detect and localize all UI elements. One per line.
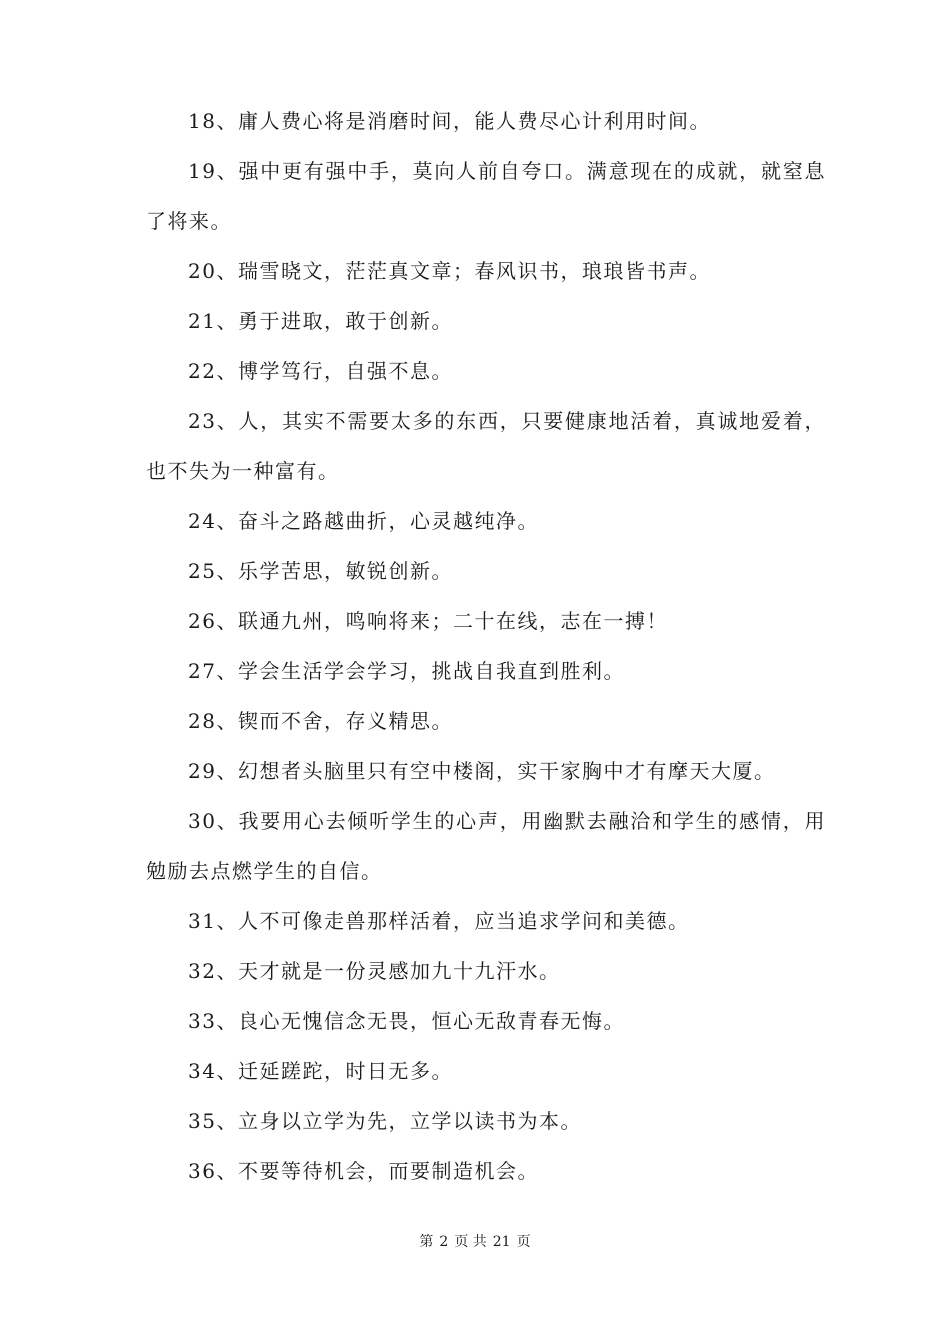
footer-total-pages: 21: [492, 1234, 511, 1250]
paragraph-35: 35、立身以立学为先，立学以读书为本。: [188, 1109, 582, 1133]
paragraph-36: 36、不要等待机会，而要制造机会。: [188, 1159, 539, 1183]
text-body: [146, 96, 826, 1196]
paragraph-20: 20、瑞雪晓文，茫茫真文章；春风识书，琅琅皆书声。: [188, 259, 711, 283]
paragraph-33: 33、良心无愧信念无畏，恒心无敌青春无悔。: [188, 1009, 625, 1033]
paragraph-21: 21、勇于进取，敢于创新。: [188, 309, 453, 333]
paragraph-32: 32、天才就是一份灵感加九十九汗水。: [188, 959, 561, 983]
page-footer: [0, 1232, 950, 1252]
footer-prefix: 第: [419, 1234, 434, 1250]
footer-page-number: 2: [439, 1234, 449, 1250]
paragraph-30: 30、我要用心去倾听学生的心声，用幽默去融洽和学生的感情，用勉励去点燃学生的自信。: [146, 809, 826, 883]
paragraph-22: 22、博学笃行，自强不息。: [188, 359, 453, 383]
paragraph-31: 31、人不可像走兽那样活着，应当追求学问和美德。: [188, 909, 690, 933]
paragraph-28: 28、锲而不舍，存义精思。: [188, 709, 453, 733]
paragraph-29: 29、幻想者头脑里只有空中楼阁，实干家胸中才有摩天大厦。: [188, 759, 776, 783]
paragraph-26: 26、联通九州，鸣响将来；二十在线，志在一搏！: [188, 609, 668, 633]
paragraph-18: 18、庸人费心将是消磨时间，能人费尽心计利用时间。: [188, 109, 711, 133]
paragraph-23: 23、人，其实不需要太多的东西，只要健康地活着，真诚地爱着，也不失为一种富有。: [146, 409, 826, 483]
paragraph-25: 25、乐学苦思，敏锐创新。: [188, 559, 453, 583]
footer-suffix: 页: [516, 1234, 531, 1250]
footer-middle: 页 共: [454, 1234, 487, 1250]
paragraph-19: 19、强中更有强中手，莫向人前自夸口。满意现在的成就，就窒息了将来。: [146, 159, 826, 233]
paragraph-34: 34、迁延蹉跎，时日无多。: [188, 1059, 453, 1083]
paragraph-27: 27、学会生活学会学习，挑战自我直到胜利。: [188, 659, 625, 683]
paragraph-24: 24、奋斗之路越曲折，心灵越纯净。: [188, 509, 539, 533]
